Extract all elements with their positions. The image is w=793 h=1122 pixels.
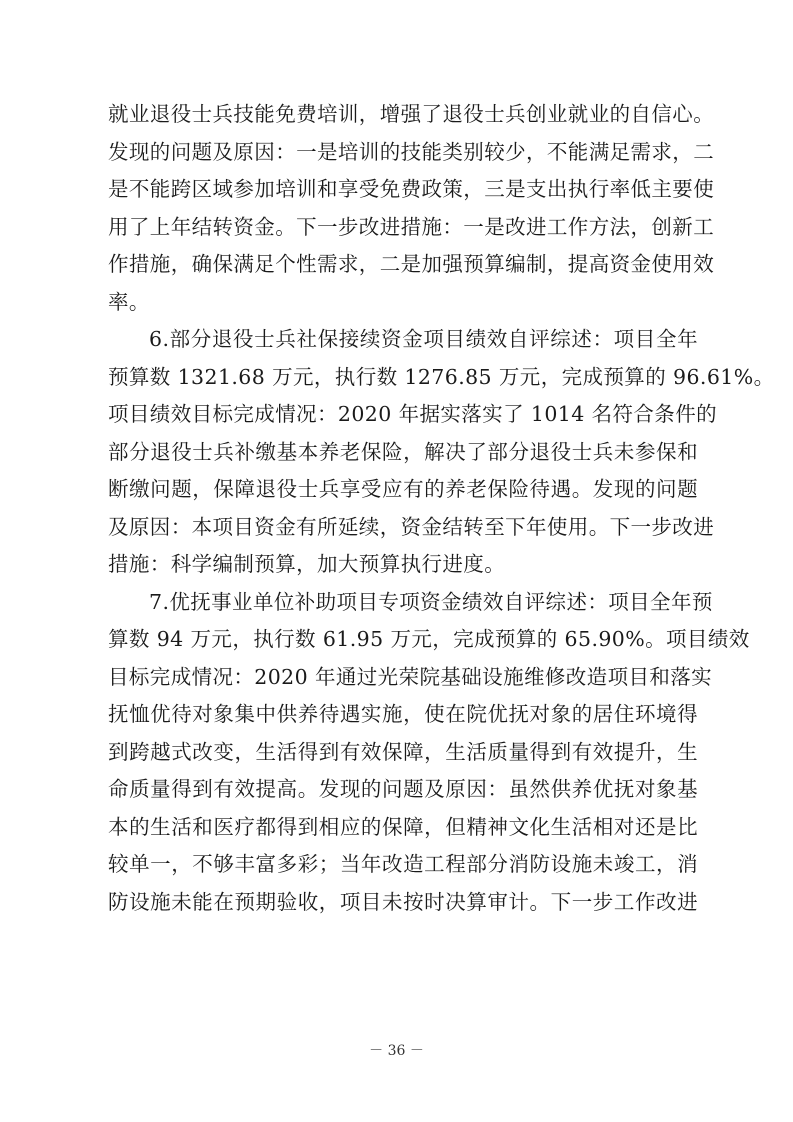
text-line: 较单一，不够丰富多彩；当年改造工程部分消防设施未竣工，消	[108, 852, 698, 876]
text-line: 用了上年结转资金。下一步改进措施：一是改进工作方法，创新工	[108, 214, 715, 239]
text-line: 目标完成情况：2020 年通过光荣院基础设施维修改造项目和落实	[108, 664, 713, 689]
text-line: 作措施，确保满足个性需求，二是加强预算编制，提高资金使用效	[108, 252, 715, 276]
text-line: 到跨越式改变，生活得到有效保障，生活质量得到有效提升，生	[108, 739, 698, 764]
paragraph-first-line: 6.部分退役士兵社保接续资金项目绩效自评综述：项目全年	[149, 327, 698, 351]
text-line: 命质量得到有效提高。发现的问题及原因：虽然供养优抚对象基	[108, 777, 698, 801]
text-line: 部分退役士兵补缴基本养老保险，解决了部分退役士兵未参保和	[108, 439, 698, 464]
paragraph-first-line: 7.优抚事业单位补助项目专项资金绩效自评综述：项目全年预	[149, 589, 713, 614]
text-line: 防设施未能在预期验收，项目未按时决算审计。下一步工作改进	[108, 889, 698, 914]
text-line: 预算数 1321.68 万元，执行数 1276.85 万元，完成预算的 96.61%。	[108, 364, 775, 389]
text-line: 本的生活和医疗都得到相应的保障，但精神文化生活相对还是比	[108, 814, 698, 839]
text-line: 发现的问题及原因：一是培训的技能类别较少，不能满足需求，二	[108, 139, 715, 164]
text-line: 算数 94 万元，执行数 61.95 万元，完成预算的 65.90%。项目绩效	[108, 627, 750, 651]
text-line: 项目绩效目标完成情况：2020 年据实落实了 1014 名符合条件的	[108, 402, 717, 426]
text-line: 抚恤优待对象集中供养待遇实施，使在院优抚对象的居住环境得	[108, 702, 698, 726]
body-text	[108, 96, 775, 921]
text-line: 是不能跨区域参加培训和享受免费政策，三是支出执行率低主要使	[108, 177, 715, 201]
text-line: 措施：科学编制预算，加大预算执行进度。	[108, 552, 506, 576]
text-line: 断缴问题，保障退役士兵享受应有的养老保险待遇。发现的问题	[108, 477, 698, 501]
text-line: 就业退役士兵技能免费培训，增强了退役士兵创业就业的自信心。	[108, 102, 715, 126]
text-line: 及原因：本项目资金有所延续，资金结转至下年使用。下一步改进	[108, 514, 715, 539]
page-number: － 36 －	[369, 1043, 424, 1059]
text-line: 率。	[108, 289, 150, 314]
